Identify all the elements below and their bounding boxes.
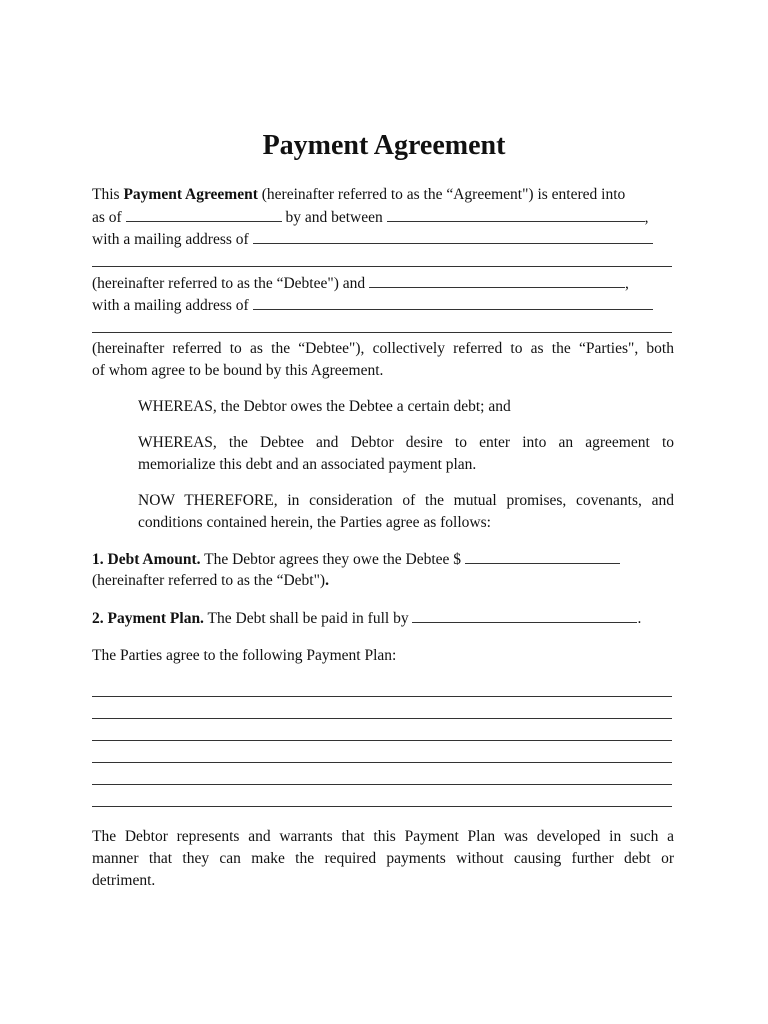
- whereas-1: WHEREAS, the Debtor owes the Debtee a certain debt; and: [138, 398, 511, 415]
- debt-amount-line-2: (hereinafter referred to as the “Debt").: [92, 572, 329, 589]
- collective-line-1: (hereinafter referred to as the “Debtee"), collectively referred to as the “Parties", both: [92, 340, 674, 357]
- plan-line[interactable]: [92, 762, 672, 763]
- plan-intro: The Parties agree to the following Payment Plan:: [92, 647, 397, 664]
- whereas-2-line-1: WHEREAS, the Debtee and Debtor desire to enter into an agreement to: [138, 434, 674, 451]
- agreement-name: Payment Agreement: [123, 186, 258, 203]
- debt-amount-blank[interactable]: [465, 548, 620, 564]
- plan-line[interactable]: [92, 718, 672, 719]
- represent-line-3: detriment.: [92, 872, 156, 889]
- intro-line-5: (hereinafter referred to as the “Debtee") and ,: [92, 272, 674, 294]
- address-2-continued-blank[interactable]: [92, 332, 672, 333]
- address-1-continued-blank[interactable]: [92, 266, 672, 267]
- plan-line[interactable]: [92, 806, 672, 807]
- document-title: Payment Agreement: [262, 130, 506, 161]
- address-2-blank[interactable]: [253, 294, 653, 310]
- payment-plan-line: 2. Payment Plan. The Debt shall be paid in full by .: [92, 607, 674, 629]
- represent-line-2: manner that they can make the required payments without causing further debt or: [92, 850, 674, 867]
- debt-amount-line-1: 1. Debt Amount. The Debtor agrees they owe the Debtee $: [92, 548, 674, 570]
- plan-line[interactable]: [92, 740, 672, 741]
- now-therefore-line-2: conditions contained herein, the Parties agree as follows:: [138, 514, 491, 531]
- payment-plan-label: 2. Payment Plan.: [92, 610, 204, 627]
- intro-line-6: with a mailing address of: [92, 294, 674, 316]
- represent-line-1: The Debtor represents and warrants that this Payment Plan was developed in such a: [92, 828, 674, 845]
- now-therefore-line-1: NOW THEREFORE, in consideration of the mutual promises, covenants, and: [138, 492, 674, 509]
- plan-line[interactable]: [92, 784, 672, 785]
- intro-line-3: with a mailing address of: [92, 228, 674, 250]
- intro-line-1: This Payment Agreement (hereinafter referred to as the “Agreement") is entered into: [92, 186, 626, 203]
- payment-date-blank[interactable]: [412, 607, 637, 623]
- party-1-blank[interactable]: [387, 206, 645, 222]
- intro-line-2: as of by and between ,: [92, 206, 674, 228]
- debt-amount-label: 1. Debt Amount.: [92, 551, 201, 568]
- party-2-blank[interactable]: [369, 272, 625, 288]
- plan-line[interactable]: [92, 696, 672, 697]
- date-blank[interactable]: [126, 206, 282, 222]
- whereas-2-line-2: memorialize this debt and an associated payment plan.: [138, 456, 477, 473]
- collective-line-2: of whom agree to be bound by this Agreement.: [92, 362, 384, 379]
- address-1-blank[interactable]: [253, 228, 653, 244]
